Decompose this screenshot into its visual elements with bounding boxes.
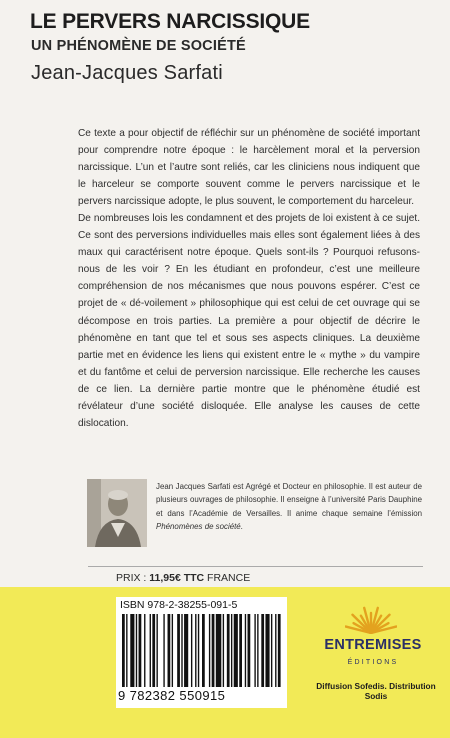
publisher-name: ENTREMISES [324, 637, 422, 653]
price-region: FRANCE [204, 572, 251, 584]
emission-title: Phénomènes de société [156, 521, 241, 531]
bio-text: Jean Jacques Sarfati est Agrégé et Docteur en philosophie. Il est auteur de plusieurs ouvrages de philosophie. Il enseigne à l’université Paris Dauphine et dans l’Académie de Versailles. Il anime chaque semaine l’émission [156, 482, 422, 518]
price-amount: 11,95€ TTC [149, 572, 205, 584]
blurb-paragraph: De nombreuses lois les condamnent et des projets de loi existent à ce sujet. Ce sont des perversions individuelles mais elles sont également liées à des maux qui caractérisent notre époque. Quels sont-ils ? Pourquoi refusons-nous de les voir ? En les étudiant en profondeur, c’est une meilleure compréhension de nos mécanismes que nous pouvons espérer. C’est ce projet de « dé-voilement » philosophique qui est celui de cet ouvrage qui se décompose en trois parties. La première a pour objectif de décrire le phénomène en tant que tel et sous ses aspects cliniques. La deuxième partie met en évidence les liens qui existent entre le « mythe » du vampire et du fantôme et celui de perversion narcissique. Elle recherche les causes de ce lien. La dernière partie montre que le phénomène étudié est révélateur d’une société disloquée. Elle analyse les causes de cette dislocation. [78, 213, 420, 429]
book-title: LE PERVERS NARCISSIQUE [30, 10, 310, 33]
blurb [78, 125, 420, 432]
isbn-number: ISBN 978-2-38255-091-5 [120, 599, 238, 611]
author-bio [156, 480, 422, 533]
price-label: PRIX : [116, 572, 150, 584]
barcode-icon [122, 614, 282, 687]
price-line [116, 572, 250, 584]
price-divider [88, 566, 423, 567]
publisher-imprint: ÉDITIONS [347, 659, 399, 666]
author-name: Jean-Jacques Sarfati [31, 62, 223, 84]
barcode-digits: 9 782382 550915 [118, 688, 226, 703]
author-portrait-icon [87, 479, 147, 547]
sunburst-logo-icon [345, 602, 397, 634]
author-photo [87, 479, 147, 547]
bio-end: . [240, 521, 243, 531]
book-subtitle: UN PHÉNOMÈNE DE SOCIÉTÉ [31, 38, 246, 54]
barcode-panel [116, 597, 287, 708]
distribution-info: Diffusion Sofedis. Distribution Sodis [316, 681, 436, 701]
blurb-paragraph: Ce texte a pour objectif de réfléchir sur un phénomène de société important pour comprendre notre époque : le harcèlement moral et la perversion narcissique. L’un et l’autre sont reliés, car les cliniciens nous indiquent que le harceleur se comporte souvent comme le pervers narcissique et le pervers narcissique adopte, le plus souvent, le comportement du harceleur. [78, 128, 420, 208]
